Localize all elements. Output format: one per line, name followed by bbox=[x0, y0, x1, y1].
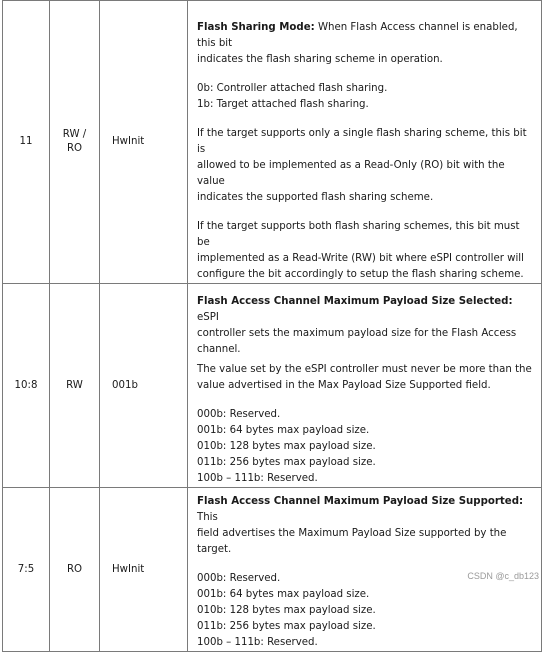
attribute-cell bbox=[50, 488, 100, 652]
bit-cell: 11 bbox=[3, 1, 50, 284]
description-line: indicates the supported flash sharing scheme. bbox=[197, 192, 434, 203]
description-line: value advertised in the Max Payload Size Supported field. bbox=[197, 380, 491, 391]
attribute-line: RO bbox=[66, 563, 83, 575]
heading-text: When Flash Access channel is enabled, this bit bbox=[197, 22, 518, 49]
table-row bbox=[3, 488, 542, 652]
description-line: field advertises the Maximum Payload Size supported by the target. bbox=[197, 528, 507, 555]
description-heading bbox=[197, 494, 533, 526]
default-cell: HwInit bbox=[100, 1, 188, 284]
table-row bbox=[3, 1, 542, 284]
description-line: 010b: 128 bytes max payload size. bbox=[197, 605, 376, 616]
description-line: If the target supports both flash sharing schemes, this bit must be bbox=[197, 221, 520, 248]
default-cell: 001b bbox=[100, 284, 188, 488]
description-line: The value set by the eSPI controller must never be more than the bbox=[197, 364, 532, 375]
description-heading bbox=[197, 294, 533, 326]
description-line: indicates the flash sharing scheme in operation. bbox=[197, 54, 443, 65]
description-line: If the target supports only a single flash sharing scheme, this bit is bbox=[197, 128, 527, 155]
field-name: Flash Access Channel Maximum Payload Size Selected: bbox=[197, 296, 513, 307]
bit-cell: 7:5 bbox=[3, 488, 50, 652]
attribute-line: RO bbox=[66, 143, 83, 154]
register-table bbox=[2, 0, 542, 652]
description-line: controller sets the maximum payload size for the Flash Access bbox=[197, 328, 517, 339]
description-cell bbox=[188, 1, 542, 284]
default-cell: HwInit bbox=[100, 488, 188, 652]
description-line: 011b: 256 bytes max payload size. bbox=[197, 621, 376, 632]
attribute-line: RW / bbox=[62, 129, 87, 140]
description-line: allowed to be implemented as a Read-Only (RO) bit with the value bbox=[197, 160, 505, 187]
description-line: 010b: 128 bytes max payload size. bbox=[197, 441, 376, 452]
field-name: Flash Access Channel Maximum Payload Size Supported: bbox=[197, 496, 524, 507]
description-line: channel. bbox=[197, 344, 241, 355]
description-line: 000b: Reserved. bbox=[197, 573, 281, 584]
description-line: 001b: 64 bytes max payload size. bbox=[197, 589, 370, 600]
description-heading bbox=[197, 20, 533, 52]
watermark: CSDN @c_db123 bbox=[467, 571, 539, 581]
description-line: 100b – 111b: Reserved. bbox=[197, 637, 318, 648]
bit-cell: 10:8 bbox=[3, 284, 50, 488]
description-cell bbox=[188, 284, 542, 488]
heading-text: eSPI bbox=[197, 312, 219, 323]
description-line: 011b: 256 bytes max payload size. bbox=[197, 457, 376, 468]
description-line: 100b – 111b: Reserved. bbox=[197, 473, 318, 484]
heading-text: This bbox=[197, 512, 218, 523]
description-line: 001b: 64 bytes max payload size. bbox=[197, 425, 370, 436]
description-line: 1b: Target attached flash sharing. bbox=[197, 99, 369, 110]
description-line: implemented as a Read-Write (RW) bit where eSPI controller will bbox=[197, 253, 524, 264]
description-cell bbox=[188, 488, 542, 652]
attribute-cell bbox=[50, 1, 100, 284]
attribute-line: RW bbox=[66, 379, 83, 391]
description-line: 0b: Controller attached flash sharing. bbox=[197, 83, 388, 94]
description-line: 000b: Reserved. bbox=[197, 409, 281, 420]
attribute-cell bbox=[50, 284, 100, 488]
table-row bbox=[3, 284, 542, 488]
field-name: Flash Sharing Mode: bbox=[197, 22, 315, 33]
description-line: configure the bit accordingly to setup the flash sharing scheme. bbox=[197, 269, 524, 280]
